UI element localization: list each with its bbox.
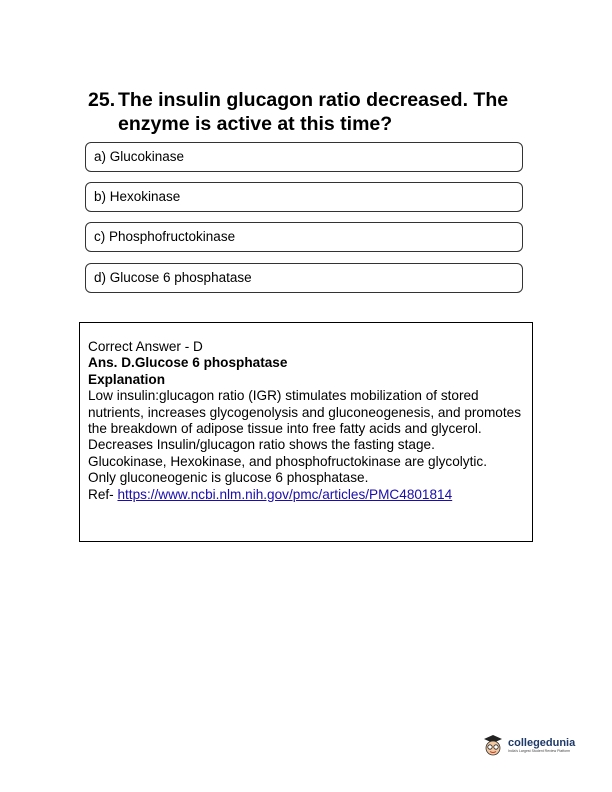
question-number: 25. — [88, 89, 116, 111]
correct-answer: Correct Answer - D — [88, 339, 203, 354]
explanation-line-4: Only gluconeogenic is glucose 6 phosphatase. — [88, 470, 369, 486]
collegedunia-logo — [482, 730, 582, 760]
reference-prefix: Ref- — [88, 486, 118, 502]
explanation-heading: Explanation — [88, 371, 166, 387]
explanation-line-3: Glucokinase, Hexokinase, and phosphofructokinase are glycolytic. — [88, 453, 487, 469]
reference-link[interactable]: https://www.ncbi.nlm.nih.gov/pmc/articles/PMC4801814 — [117, 486, 453, 502]
answer-box — [79, 322, 533, 542]
answer-title: Ans. D.Glucose 6 phosphatase — [88, 355, 288, 371]
option-a[interactable]: a) Glucokinase — [85, 142, 523, 172]
option-c[interactable]: c) Phosphofructokinase — [85, 222, 523, 252]
reference — [88, 487, 524, 503]
question — [88, 88, 528, 136]
question-text: The insulin glucagon ratio decreased. The enzyme is active at this time? — [118, 89, 509, 135]
graduate-mascot-icon — [482, 733, 504, 757]
explanation-paragraph: Low insulin:glucagon ratio (IGR) stimulates mobilization of stored nutrients, increases glycogenolysis and gluconeogenesis, and promotes the breakdown of adipose tissue into free fatty acids and glycerol. — [88, 388, 521, 437]
option-b[interactable]: b) Hexokinase — [85, 182, 523, 212]
logo-tagline: India's Largest Student Review Platform — [508, 748, 571, 753]
logo-name: collegedunia — [508, 736, 576, 749]
option-d[interactable]: d) Glucose 6 phosphatase — [85, 263, 523, 293]
explanation-line-2: Decreases Insulin/glucagon ratio shows the fasting stage. — [88, 437, 435, 453]
